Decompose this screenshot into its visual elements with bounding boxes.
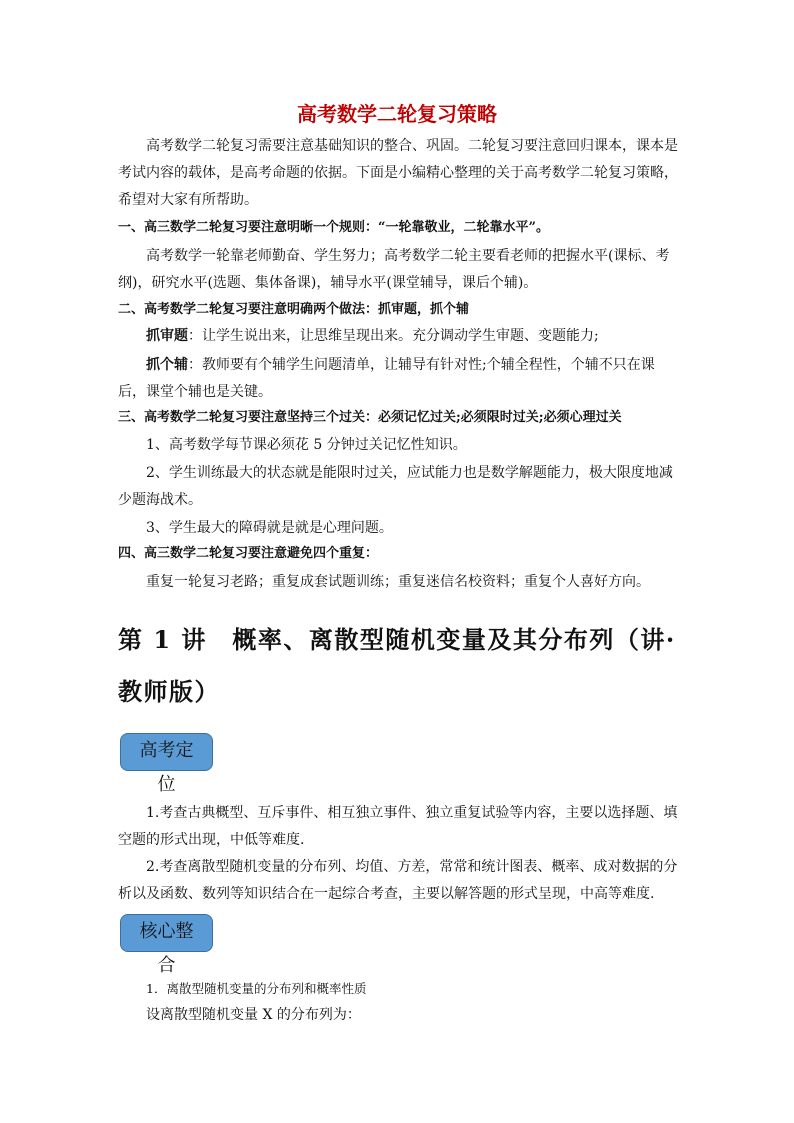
positioning-item1: 1.考查古典概型、互斥事件、相互独立事件、独立重复试验等内容，主要以选择题、填空题的形式出现，中低等难度. <box>118 805 678 848</box>
core-integration-tag: 核心整合 <box>120 914 213 952</box>
section2-heading: 二、高考数学二轮复习要注意明确两个做法：抓审题，抓个辅 <box>118 302 470 317</box>
positioning-item2: 2.考查离散型随机变量的分布列、均值、方差，常常和统计图表、概率、成对数据的分析以及函数、数列等知识结合在一起综合考查，主要以解答题的形式呈现，中高等难度. <box>118 859 678 902</box>
section2-item2 <box>118 352 678 406</box>
section2-item2-text: ：教师要有个辅学生问题清单，让辅导有针对性;个辅全程性，个辅不只在课后，课堂个辅也是关键。 <box>118 357 655 400</box>
section4-body: 重复一轮复习老路；重复成套试题训练；重复迷信名校资料；重复个人喜好方向。 <box>146 574 650 590</box>
section2-item1 <box>118 323 678 350</box>
core-item1: 1．离散型随机变量的分布列和概率性质 <box>146 981 367 996</box>
section1-body: 高考数学一轮靠老师勤奋、学生努力；高考数学二轮主要看老师的把握水平(课标、考纲)，研究水平(选题、集体备课)，辅导水平(课堂辅导，课后个辅)。 <box>118 248 670 291</box>
section1-heading: 一、高三数学二轮复习要注意明晰一个规则：“一轮靠敬业，二轮靠水平”。 <box>118 220 549 235</box>
lecture-title: 第 1 讲 概率、离散型随机变量及其分布列（讲·教师版） <box>118 625 676 706</box>
intro-paragraph: 高考数学二轮复习需要注意基础知识的整合、巩固。二轮复习要注意回归课本，课本是考试内容的载体，是高考命题的依据。下面是小编精心整理的关于高考数学二轮复习策略，希望对大家有所帮助。 <box>118 138 678 208</box>
section4-heading: 四、高三数学二轮复习要注意避免四个重复： <box>118 546 379 561</box>
section2-item1-text: ：让学生说出来，让思维呈现出来。充分调动学生审题、变题能力; <box>188 328 599 344</box>
section2-item1-label: 抓审题 <box>146 328 188 344</box>
section3-heading: 三、高考数学二轮复习要注意坚持三个过关：必须记忆过关;必须限时过关;必须心理过关 <box>118 410 622 425</box>
section3-item1: 1、高考数学每节课必须花 5 分钟过关记忆性知识。 <box>146 437 467 453</box>
positioning-tag: 高考定位 <box>120 733 213 771</box>
section3-item2: 2、学生训练最大的状态就是能限时过关，应试能力也是数学解题能力，极大限度地减少题海战术。 <box>118 465 673 508</box>
core-item2: 设离散型随机变量 X 的分布列为： <box>146 1007 361 1023</box>
section2-item2-label: 抓个辅 <box>146 357 188 373</box>
document-title: 高考数学二轮复习策略 <box>297 102 497 126</box>
section3-item3: 3、学生最大的障碍就是就是心理问题。 <box>146 520 393 536</box>
